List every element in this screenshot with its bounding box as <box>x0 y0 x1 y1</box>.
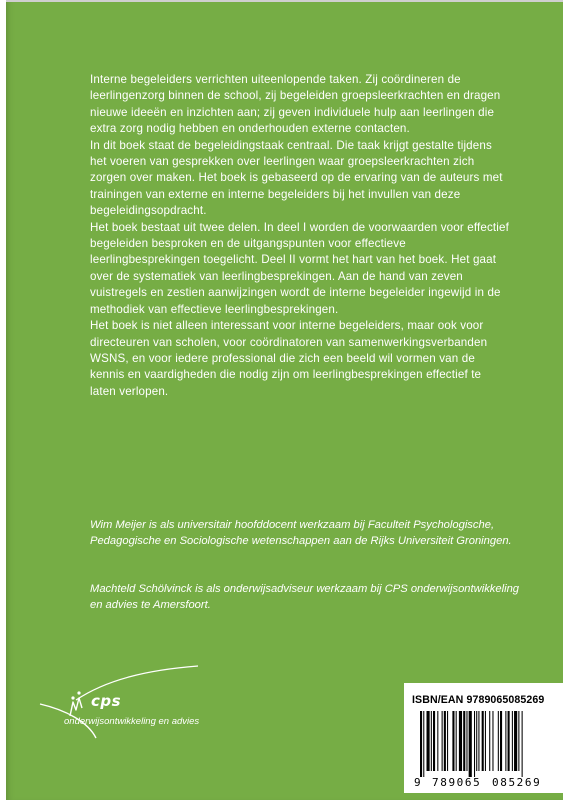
cover-top-edge <box>6 0 563 2</box>
description-paragraph-1: Interne begeleiders verrichten uiteenlopende taken. Zij coördineren de leerlingenzorg binnen de school, zij begeleiden groepsleerkrachten en dragen nieuwe ideeën en inzichten aan; zij geven individuele hulp aan leerlingen die extra zorg nodig hebben en onderhouden externe contacten. <box>90 73 501 136</box>
ean-right-digits: 085269 <box>492 776 542 789</box>
description-paragraph-4: Het boek is niet alleen interessant voor interne begeleiders, maar ook voor directeuren van scholen, voor coördinatoren van samenwerkingsverbanden WSNS, en voor iedere professional die zich een beeld wil vormen van de kennis en vaardigheden die nodig zijn om leerlingbesprekingen effectief te laten verlopen. <box>90 319 488 398</box>
barcode-panel <box>404 683 563 793</box>
cps-tagline: onderwijsontwikkeling en advies <box>64 716 200 727</box>
ean-first-digit: 9 <box>414 776 421 789</box>
cps-wordmark: cps <box>91 692 122 710</box>
description-paragraph-3: Het boek bestaat uit twee delen. In deel I worden de voorwaarden voor effectief begeleiden besproken en de uitgangspunten voor effectieve leerlingbesprekingen toegelicht. Deel II vormt het hart van het boek. Het gaat over de systematiek van leerlingbesprekingen. Aan de hand van zeven vuistregels en zestien aanwijzingen wordt de interne begeleider ingewijd in de methodiek van effectieve leerlingbesprekingen. <box>90 220 509 316</box>
book-description <box>90 72 510 400</box>
author-bio-wim-meijer: Wim Meijer is als universitair hoofddocent werkzaam bij Faculteit Psychologische, Pedagogische en Sociologische wetenschappen aan de Rijks Universiteit Groningen. <box>90 519 512 547</box>
back-cover <box>6 0 563 800</box>
isbn-label: ISBN/EAN 9789065085269 <box>412 694 545 706</box>
description-paragraph-2: In dit boek staat de begeleidingstaak centraal. Die taak krijgt gestalte tijdens het voeren van gesprekken over leerlingen waar groepsleerkrachten zich zorgen over maken. Het boek is gebaseerd op de ervaring van de auteurs met trainingen van externe en interne begeleiders bij het invullen van deze begeleidingsopdracht. <box>90 138 503 218</box>
author-bio-machteld-scholvinck: Machteld Schölvinck is als onderwijsadviseur werkzaam bij CPS onderwijsontwikkeling en advies te Amersfoort. <box>90 583 520 611</box>
ean-left-digits: 789065 <box>432 776 482 789</box>
